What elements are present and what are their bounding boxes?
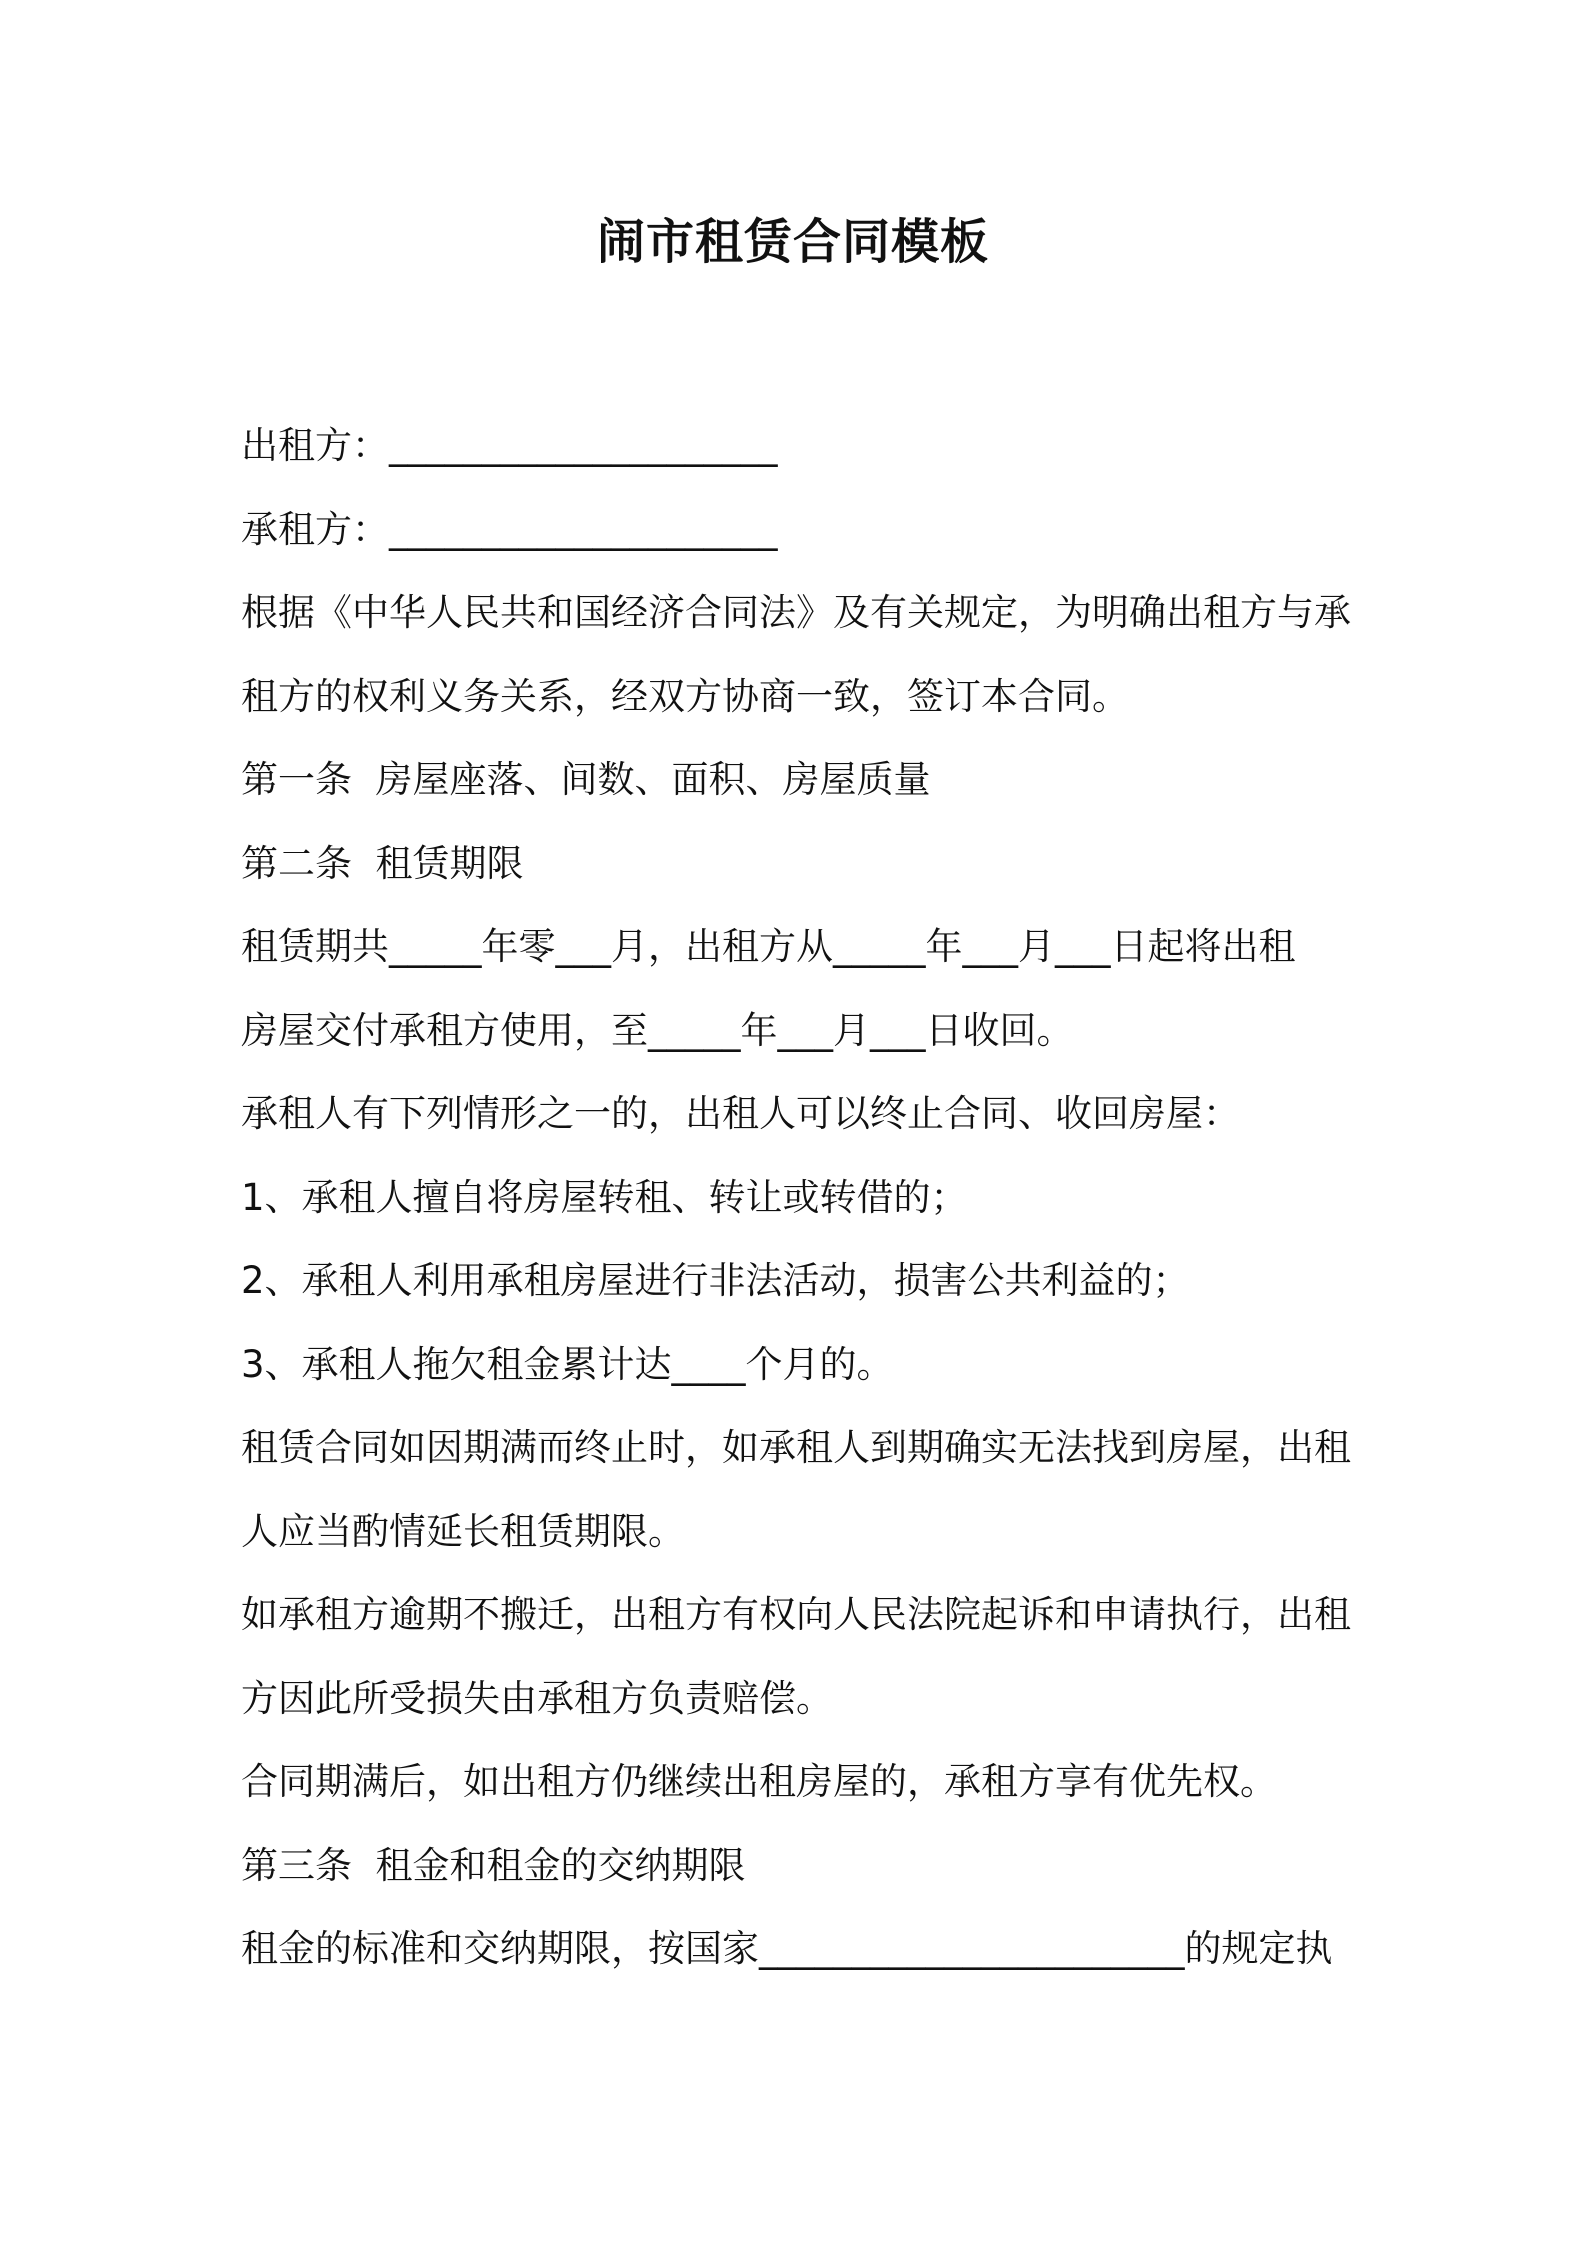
overdue-line-1: 如承租方逾期不搬迁，出租方有权向人民法院起诉和申请执行，出租 <box>241 1593 1351 1636</box>
termination-item-1: 1、承租人擅自将房屋转租、转让或转借的； <box>241 1175 968 1219</box>
lessor-line: 出租方：_____________________ <box>241 424 778 467</box>
lessee-line: 承租方：_____________________ <box>241 507 778 551</box>
rent-standard-line: 租金的标准和交纳期限，按国家_______________________的规定执 <box>241 1927 1333 1970</box>
preamble-line-2: 租方的权利义务关系，经双方协商一致，签订本合同。 <box>241 674 1129 718</box>
document-title: 闹市租赁合同模板 <box>596 214 989 270</box>
article-2-heading: 第二条 租赁期限 <box>241 841 524 885</box>
article-3-heading: 第三条 租金和租金的交纳期限 <box>241 1843 746 1887</box>
priority-line: 合同期满后，如出租方仍继续出租房屋的，承租方享有优先权。 <box>241 1760 1277 1803</box>
overdue-line-2: 方因此所受损失由承租方负责赔偿。 <box>241 1676 833 1720</box>
article-1-heading: 第一条 房屋座落、间数、面积、房屋质量 <box>241 758 931 801</box>
lease-term-line-2: 房屋交付承租方使用，至_____年___月___日收回。 <box>241 1008 1074 1052</box>
termination-intro: 承租人有下列情形之一的，出租人可以终止合同、收回房屋： <box>241 1092 1240 1135</box>
expiry-line-1: 租赁合同如因期满而终止时，如承租人到期确实无法找到房屋，出租 <box>241 1426 1351 1469</box>
expiry-line-2: 人应当酌情延长租赁期限。 <box>241 1509 685 1553</box>
termination-item-2: 2、承租人利用承租房屋进行非法活动，损害公共利益的； <box>241 1259 1190 1302</box>
lease-term-line-1: 租赁期共_____年零___月，出租方从_____年___月___日起将出租 <box>241 925 1296 968</box>
termination-item-3: 3、承租人拖欠租金累计达____个月的。 <box>241 1342 894 1386</box>
document-body <box>241 404 1361 1991</box>
preamble-line-1: 根据《中华人民共和国经济合同法》及有关规定，为明确出租方与承 <box>241 591 1351 634</box>
